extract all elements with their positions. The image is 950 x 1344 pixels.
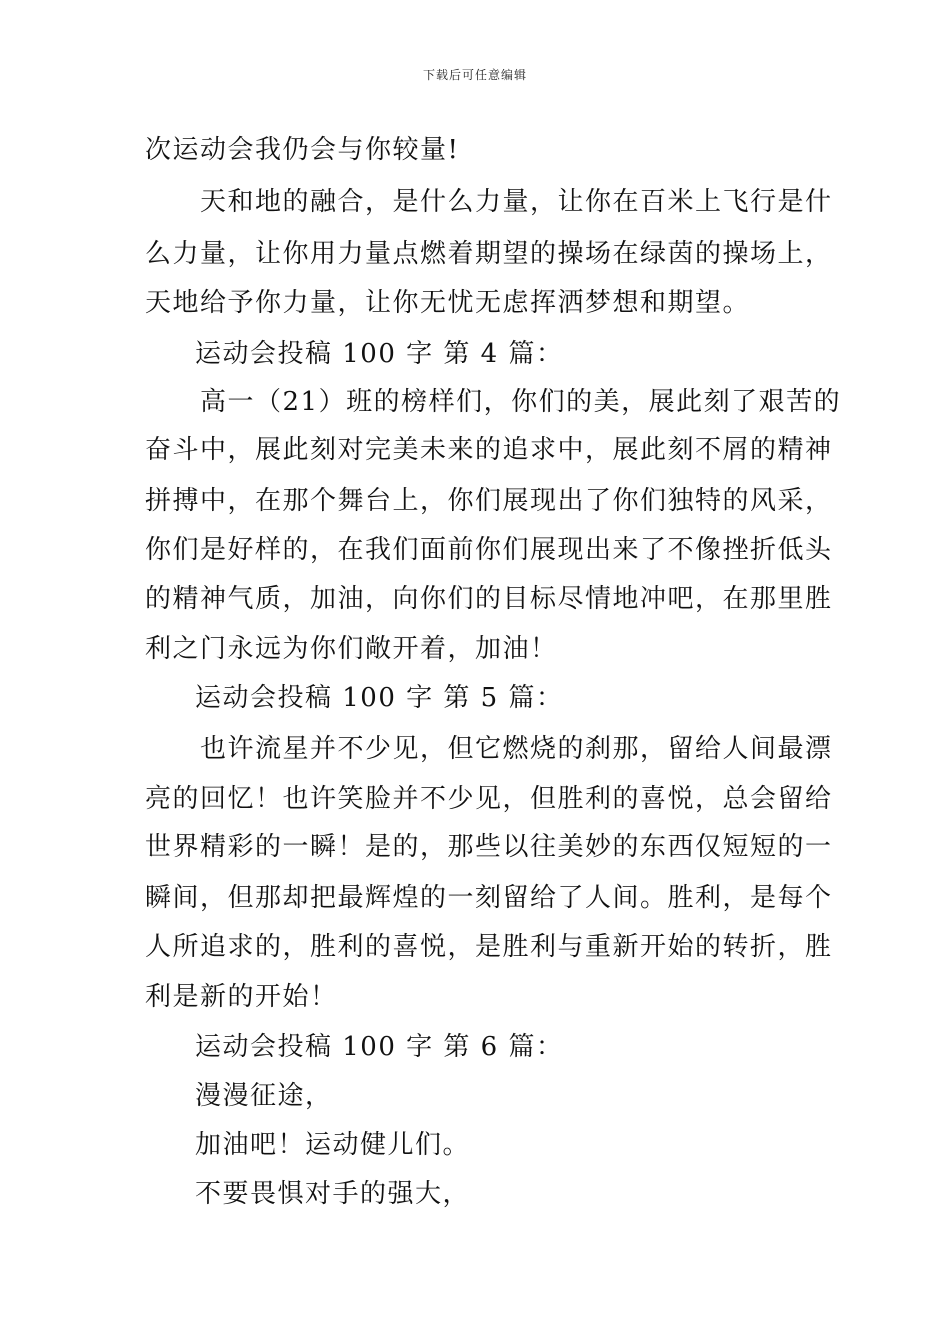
text-line: 漫漫征途，: [195, 1081, 333, 1111]
text-line: 世界精彩的一瞬！是的，那些以往美妙的东西仅短短的一: [145, 832, 833, 862]
text-line: 利之门永远为你们敞开着，加油！: [145, 634, 558, 664]
text-line: 你们是好样的，在我们面前你们展现出来了不像挫折低头: [145, 535, 833, 565]
section-heading: 运动会投稿 100 字 第 6 篇：: [195, 1032, 564, 1062]
text-line: 瞬间，但那却把最辉煌的一刻留给了人间。胜利，是每个: [145, 883, 833, 913]
text-line: 高一（21）班的榜样们，你们的美，展此刻了艰苦的: [200, 387, 842, 417]
text-line: 加油吧！运动健儿们。: [195, 1130, 471, 1160]
text-line: 人所追求的，胜利的喜悦，是胜利与重新开始的转折，胜: [145, 932, 833, 962]
text-line: 也许流星并不少见，但它燃烧的刹那，留给人间最漂: [200, 734, 833, 764]
text-line: 天和地的融合，是什么力量，让你在百米上飞行是什: [200, 187, 833, 217]
section-heading: 运动会投稿 100 字 第 4 篇：: [195, 339, 564, 369]
text-line: 次运动会我仍会与你较量!: [145, 135, 460, 165]
text-line: 亮的回忆！也许笑脸并不少见，但胜利的喜悦，总会留给: [145, 784, 833, 814]
text-line: 不要畏惧对手的强大，: [195, 1179, 471, 1209]
text-line: 的精神气质，加油，向你们的目标尽情地冲吧，在那里胜: [145, 584, 833, 614]
text-line: 拼搏中，在那个舞台上，你们展现出了你们独特的风采，: [145, 486, 833, 516]
section-heading: 运动会投稿 100 字 第 5 篇：: [195, 683, 564, 713]
text-line: 天地给予你力量，让你无忧无虑挥洒梦想和期望。: [145, 288, 751, 318]
text-line: 利是新的开始！: [145, 982, 338, 1012]
page-header: 下载后可任意编辑: [422, 68, 527, 82]
text-line: 奋斗中，展此刻对完美未来的追求中，展此刻不屑的精神: [145, 435, 833, 465]
text-line: 么力量，让你用力量点燃着期望的操场在绿茵的操场上，: [145, 239, 833, 269]
